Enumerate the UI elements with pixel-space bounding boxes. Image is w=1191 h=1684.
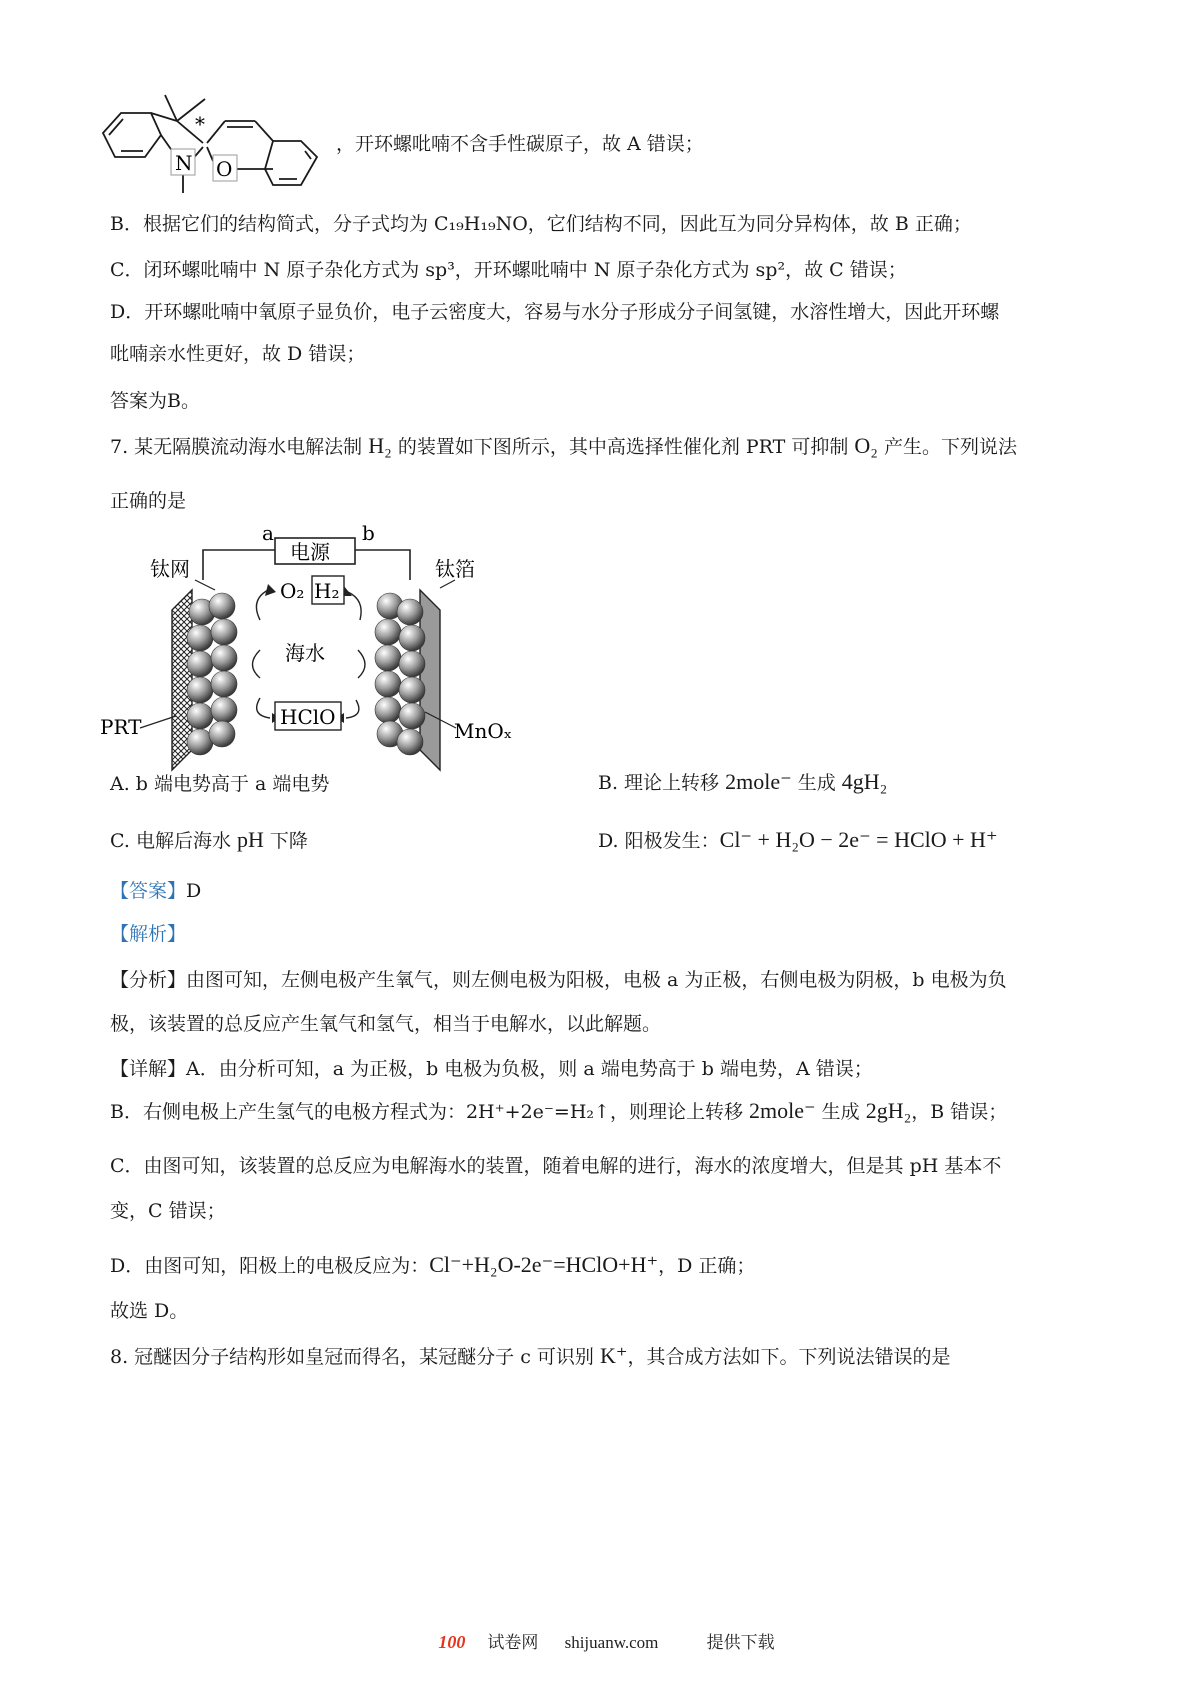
- answer-value: D: [186, 880, 202, 902]
- detail-c1: C．由图可知，该装置的总反应为电解海水的装置，随着电解的进行，海水的浓度增大，但是其 pH 基本不: [110, 1155, 1002, 1177]
- chiral-star: *: [195, 112, 205, 136]
- prt-label: PRT: [100, 715, 142, 739]
- line-d1: D．开环螺吡喃中氧原子显负价，电子云密度大，容易与水分子形成分子间氢键，水溶性增大，因此开环螺: [110, 301, 1000, 323]
- terminal-a: a: [262, 521, 274, 545]
- option-a: A. b 端电势高于 a 端电势: [110, 773, 330, 795]
- titanium-foil-label: 钛箔: [435, 557, 475, 581]
- seawater-label: 海水: [285, 641, 325, 665]
- option-c: C. 电解后海水 pH 下降: [110, 827, 308, 852]
- power-source-label: 电源: [290, 540, 330, 564]
- option-d: D. 阳极发生：Cl⁻ + H₂O − 2e⁻ = HClO + H⁺: [598, 827, 998, 852]
- line-b: B．根据它们的结构简式，分子式均为 C₁₉H₁₉NO，它们结构不同，因此互为同分异构体，故 B 正确；: [110, 213, 972, 235]
- answer-line: [110, 877, 201, 905]
- analysis-tag: 【解析】: [110, 923, 187, 945]
- detail-a: 【详解】A．由分析可知，a 为正极，b 电极为负极，则 a 端电势高于 b 端电势，A 错误；: [110, 1058, 873, 1080]
- line-c: C．闭环螺吡喃中 N 原子杂化方式为 sp³，开环螺吡喃中 N 原子杂化方式为 sp²，故 C 错误；: [110, 259, 907, 281]
- option-b: B. 理论上转移 2mole⁻ 生成 4gH₂: [598, 769, 888, 794]
- h2-label: H₂: [314, 579, 340, 603]
- n-atom-label: N: [175, 151, 193, 175]
- q7-stem-line1: 7. 某无隔膜流动海水电解法制 H₂ 的装置如下图所示，其中高选择性催化剂 PRT 可抑制 O₂ 产生。下列说法: [110, 433, 1017, 458]
- choose-line: 故选 D。: [110, 1300, 189, 1322]
- formula: C₁₉H₁₉NO: [434, 213, 528, 235]
- download-text: 提供下载: [706, 1633, 775, 1652]
- titanium-mesh-label: 钛网: [150, 557, 190, 581]
- o-atom-label: O: [216, 157, 233, 181]
- site-logo: 100: [438, 1632, 466, 1652]
- detail-d: D．由图可知，阳极上的电极反应为：Cl⁻+H₂O-2e⁻=HClO+H⁺，D 正确；: [110, 1252, 756, 1277]
- o2-label: O₂: [280, 579, 305, 603]
- mnox-label: MnOₓ: [454, 719, 513, 743]
- analysis-line2: 极，该装置的总反应产生氧气和氢气，相当于电解水，以此解题。: [110, 1013, 662, 1035]
- answer-tag: 【答案】: [110, 880, 187, 902]
- electrolysis-diagram: [100, 520, 560, 790]
- site-url[interactable]: shijuanw.com: [564, 1633, 659, 1652]
- detail-b: B．右侧电极上产生氢气的电极方程式为：2H⁺+2e⁻=H₂↑，则理论上转移 2mole⁻ 生成 2gH₂，B 错误；: [110, 1098, 1008, 1123]
- line-d2: 吡喃亲水性更好，故 D 错误；: [110, 343, 366, 365]
- detail-c2: 变，C 错误；: [110, 1200, 226, 1222]
- hclo-label: HClO: [280, 705, 336, 729]
- q8-stem: 8. 冠醚因分子结构形如皇冠而得名，某冠醚分子 c 可识别 K⁺，其合成方法如下。下列说法错误的是: [110, 1343, 951, 1368]
- spiropyran-structure: [95, 85, 335, 205]
- page-footer: [0, 1628, 1191, 1653]
- terminal-b: b: [362, 521, 375, 545]
- spiro-caption: ，开环螺吡喃不含手性碳原子，故 A 错误；: [336, 133, 704, 155]
- q7-stem-line2: 正确的是: [110, 490, 187, 512]
- analysis-line1: 【分析】由图可知，左侧电极产生氧气，则左侧电极为阳极，电极 a 为正极，右侧电极为阴极，b 电极为负: [110, 969, 1007, 991]
- answer-6: 答案为B。: [110, 390, 200, 412]
- site-name: 试卷网: [487, 1633, 539, 1652]
